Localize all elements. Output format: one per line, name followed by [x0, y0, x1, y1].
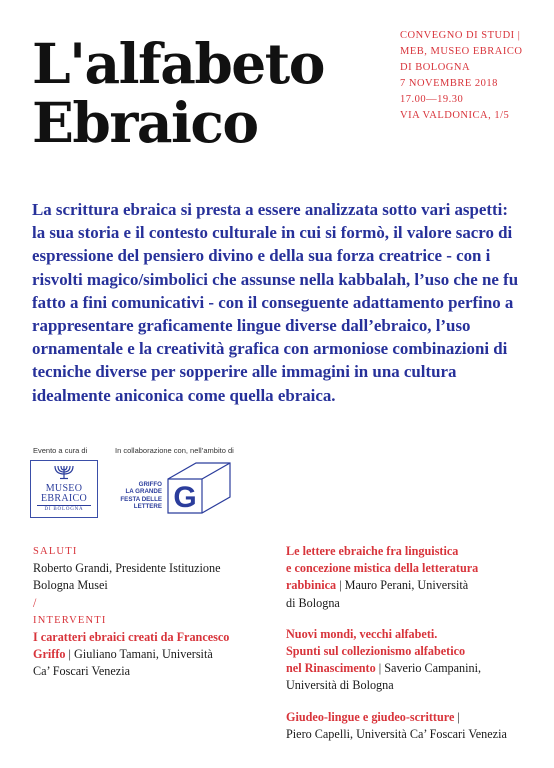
talk3: [286, 626, 548, 695]
menorah-icon: [51, 464, 77, 480]
griffo-logo: [114, 457, 236, 517]
program-left-column: [33, 543, 278, 681]
separator: /: [33, 595, 37, 610]
saluti-heading: SALUTI: [33, 546, 78, 557]
museo-ebraico-logo: [30, 460, 98, 518]
title-line-2: Ebraico: [32, 90, 258, 155]
talk3-speaker-line-1: | Saverio Campanini,: [375, 661, 482, 676]
talk3-title-line-1: Nuovi mondi, vecchi alfabeti.: [286, 626, 438, 641]
info-date: 7 NOVEMBRE 2018: [400, 78, 498, 89]
talk2-speaker-line-2: di Bologna: [286, 595, 340, 610]
griffo-g-letter: G: [173, 481, 197, 514]
info-city: DI BOLOGNA: [400, 62, 471, 73]
talk4-title-line-1: Giudeo-lingue e giudeo-scritture: [286, 709, 455, 724]
saluti-text-line-1: Roberto Grandi, Presidente Istituzione: [33, 561, 221, 576]
saluti-text-line-2: Bologna Musei: [33, 578, 108, 593]
talk3-title-line-2: Spunti sul collezionismo alfabetico: [286, 644, 466, 659]
talk1-title-line-2: Griffo: [33, 647, 66, 662]
museo-logo-line-1: MUSEO: [45, 483, 83, 494]
talk1-speaker-line-2: Ca’ Foscari Venezia: [33, 664, 131, 679]
talk2-title-line-1: Le lettere ebraiche fra linguistica: [286, 544, 459, 558]
talk3-title-line-3: nel Rinascimento: [286, 661, 376, 676]
info-event-type: CONVEGNO DI STUDI |: [400, 30, 521, 41]
program-right-column: [286, 543, 548, 743]
talk2-title-line-3: rabbinica: [286, 578, 337, 593]
interventi-heading: INTERVENTI: [33, 614, 107, 626]
intro-paragraph: La scrittura ebraica si presta a essere analizzata sotto vari aspetti: la sua storia e il contesto culturale in cui si formò, il valore sacro di espressione del pensiero divino e della sua forza creatrice - con i risvolti magico/simbolici che assunse nella kabbalah, l’uso che ne fu fatto a fini comunicativi - con il conseguente adattamento perfino a rappresentare graficamente lingue diverse dall’ebraico, l’uso ornamentale e la creatività grafica con armoniose combinazioni di tecniche diverse per sopperire alle immagini in una cultura idealmente aniconica come quella ebraica.: [32, 200, 519, 405]
event-title: [32, 31, 324, 155]
title-line-1: L'alfabeto: [32, 31, 324, 96]
museo-logo-line-2: EBRAICO: [41, 493, 87, 504]
talk4-speaker-line-1: Piero Capelli, Università Ca’ Foscari Venezia: [286, 726, 507, 741]
talk1-speaker-line-1: | Giuliano Tamani, Università: [65, 647, 213, 662]
talk2-speaker-line-1: | Mauro Perani, Università: [336, 578, 469, 593]
griffo-g-icon: [114, 457, 236, 517]
info-time: 17.00—19.30: [400, 94, 464, 105]
collaboration-label: In collaborazione con, nell’ambito di: [115, 446, 234, 455]
talk4: [286, 709, 548, 743]
info-venue: MEB, MUSEO EBRAICO: [400, 46, 523, 57]
curated-by-label: Evento a cura di: [33, 446, 88, 455]
talk1-title-line-1: I caratteri ebraici creati da Francesco: [33, 630, 230, 645]
museo-logo-line-3: DI BOLOGNA: [37, 505, 91, 512]
event-info: [400, 28, 550, 124]
talk2-title-line-2: e concezione mistica della letteratura: [286, 561, 479, 576]
talk2: [286, 543, 548, 612]
griffo-logo-text: GRIFFO LA GRANDE FESTA DELLE LETTERE: [120, 481, 162, 511]
talk4-separator: |: [454, 709, 460, 724]
talk3-speaker-line-2: Università di Bologna: [286, 678, 394, 693]
info-address: VIA VALDONICA, 1/5: [400, 110, 510, 121]
